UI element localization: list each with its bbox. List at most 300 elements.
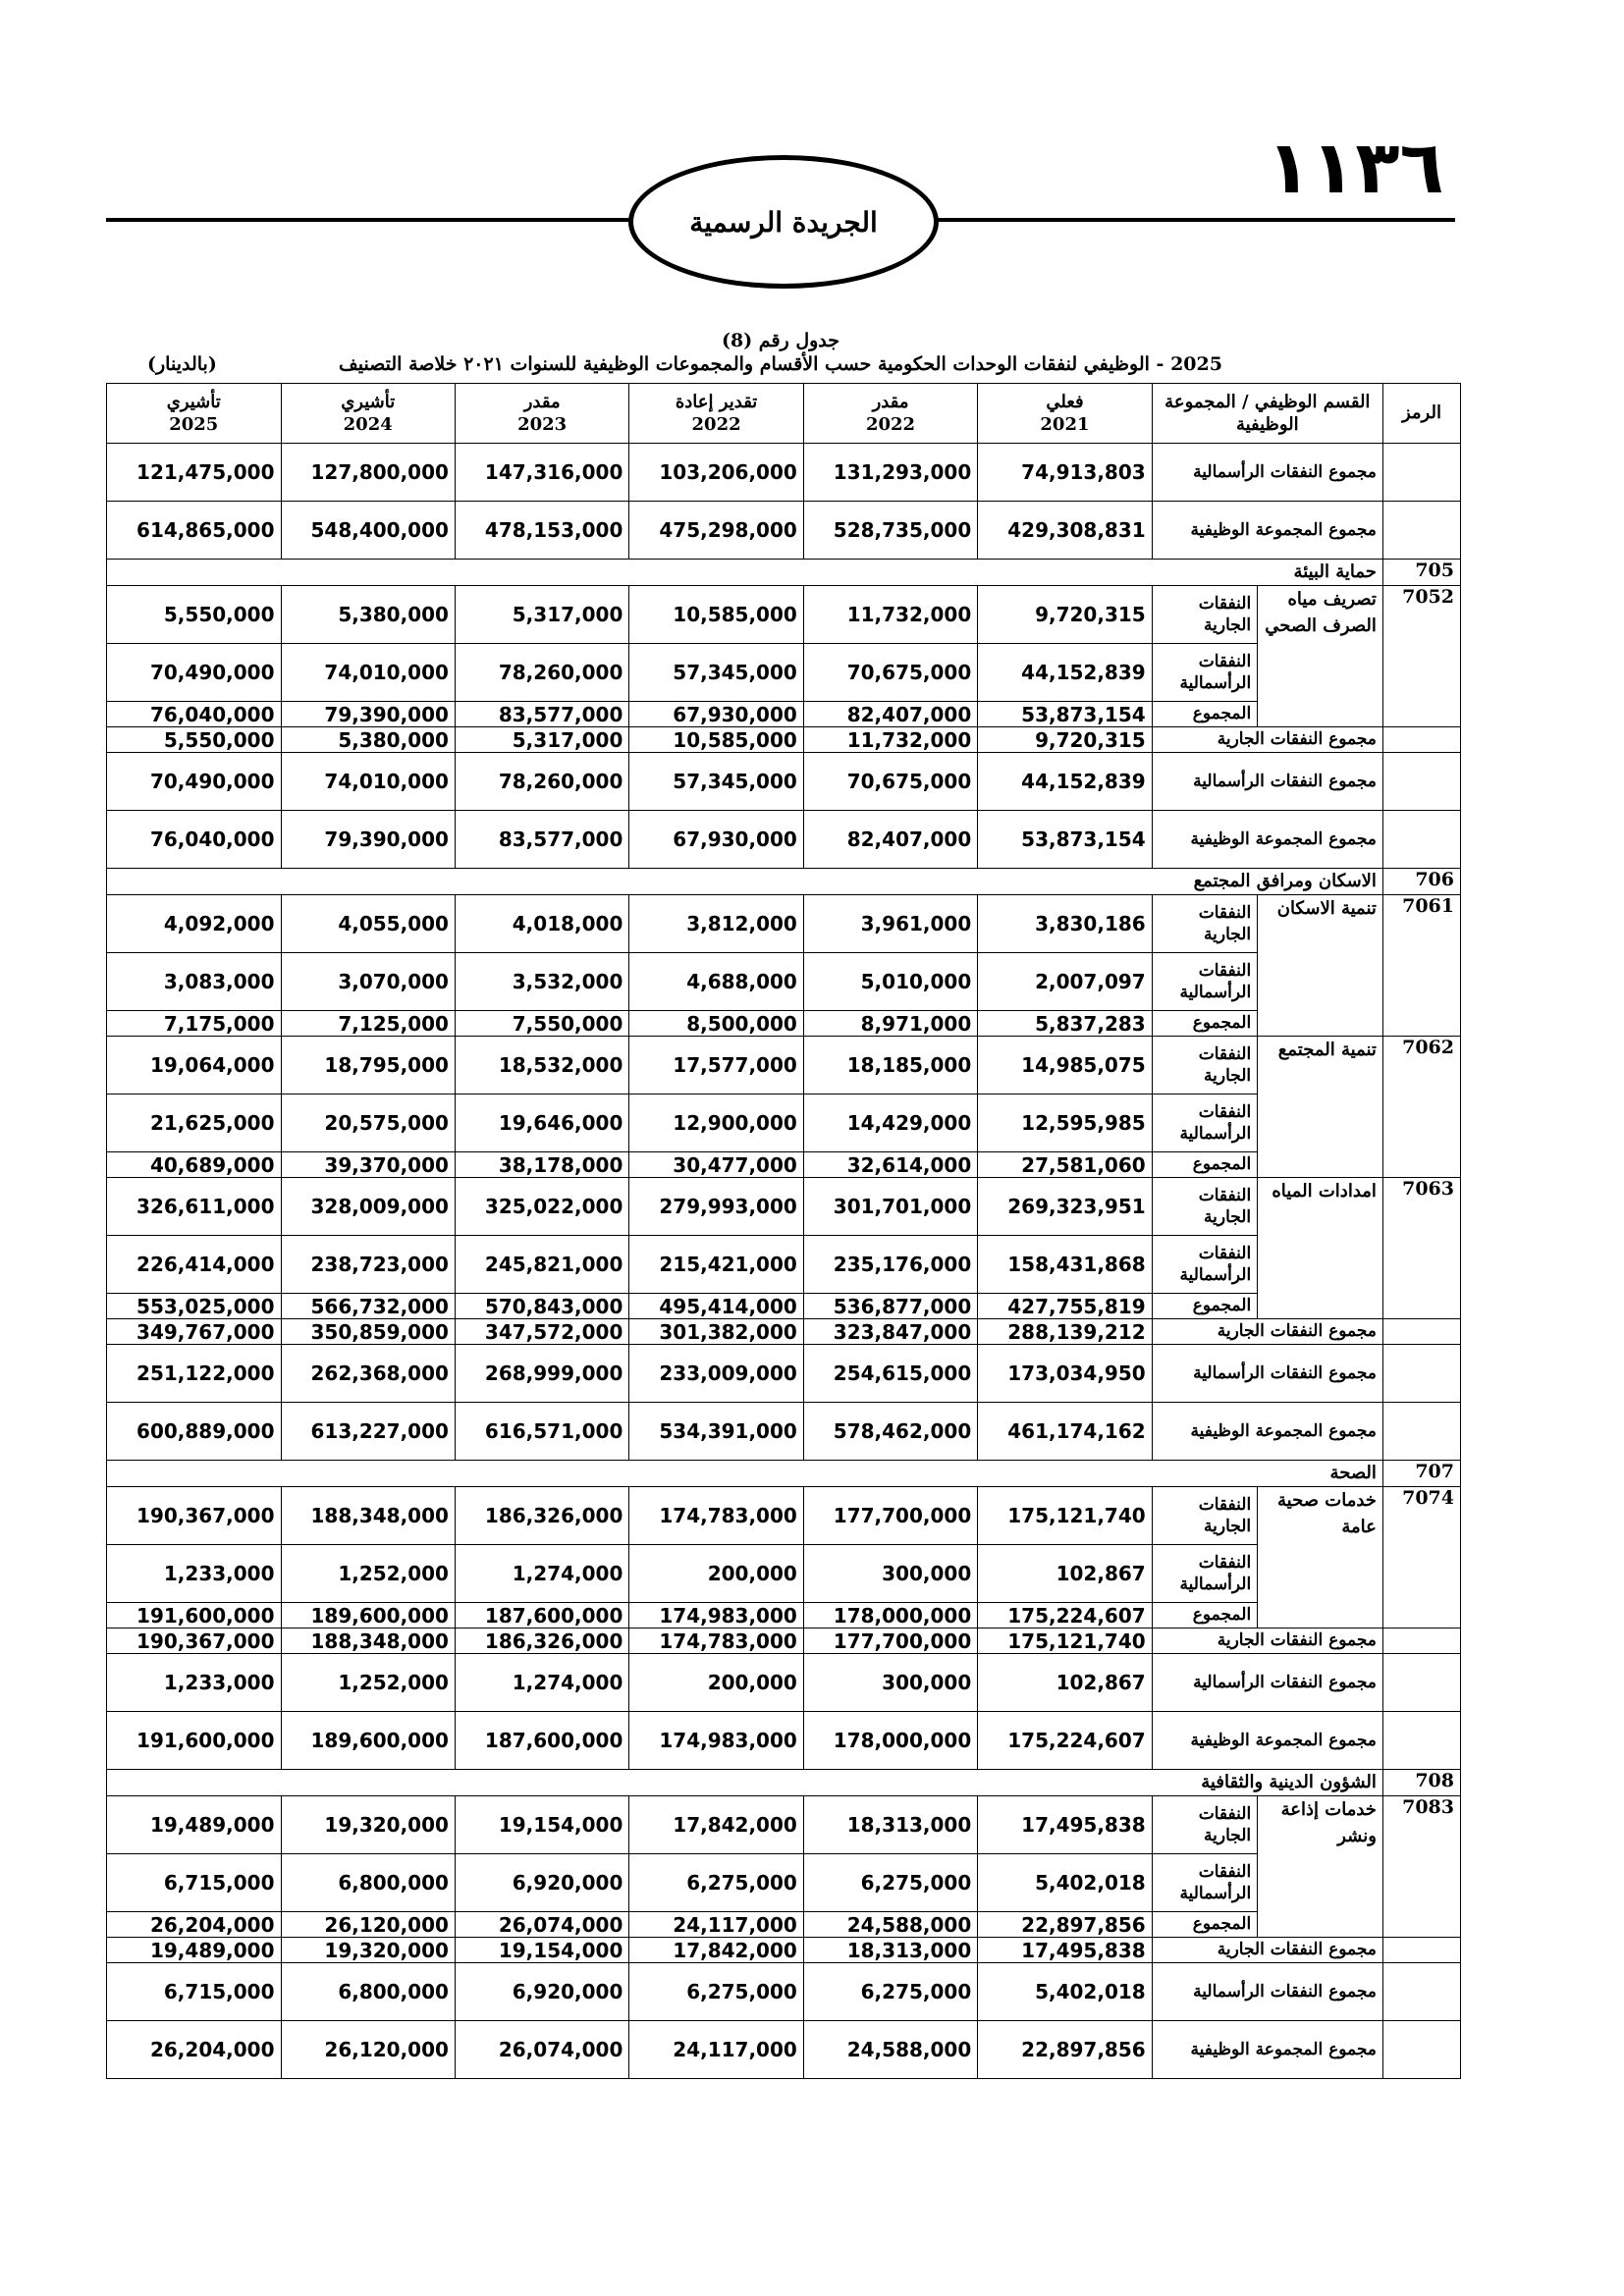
program-total-row-value: 189,600,000 [281,1603,455,1629]
program-capital-row [107,953,1461,1011]
section-current-sum-row-label: مجموع النفقات الجارية [1152,1319,1382,1345]
section-name: الشؤون الدينية والثقافية [107,1770,1383,1796]
header-code: الرمز [1382,384,1460,444]
section-capital-sum-row-value: 200,000 [629,1654,803,1712]
section-capital-sum-row-value: 78,260,000 [455,753,628,811]
program-current-row-value: 279,993,000 [629,1178,803,1236]
program-capital-row [107,644,1461,702]
program-current-row-label: النفقات الجارية [1152,895,1257,953]
code-cell-empty [1382,1963,1460,2021]
program-current-row-value: 175,121,740 [978,1487,1152,1545]
program-capital-row-label: النفقات الرأسمالية [1152,1854,1257,1912]
code-cell-empty [1382,811,1460,869]
section-row [107,869,1461,895]
code-cell-empty [1382,727,1460,753]
program-capital-row-value: 245,821,000 [455,1236,628,1294]
prelude-capital-sum-row-value: 127,800,000 [281,444,455,502]
program-total-row [107,702,1461,727]
section-current-sum-row-value: 19,320,000 [281,1938,455,1963]
program-capital-row-label: النفقات الرأسمالية [1152,1236,1257,1294]
program-capital-row-value: 6,275,000 [629,1854,803,1912]
program-total-row-value: 24,117,000 [629,1912,803,1938]
program-name: تنمية المجتمع [1258,1037,1383,1178]
section-capital-sum-row-value: 233,009,000 [629,1345,803,1403]
program-capital-row-value: 235,176,000 [803,1236,977,1294]
section-code: 706 [1382,869,1460,895]
section-current-sum-row-label: مجموع النفقات الجارية [1152,1629,1382,1654]
section-group-sum-row-value: 187,600,000 [455,1712,628,1770]
section-current-sum-row-value: 9,720,315 [978,727,1152,753]
section-capital-sum-row-value: 57,345,000 [629,753,803,811]
prelude-capital-sum-row-value: 121,475,000 [107,444,282,502]
program-current-row-value: 17,495,838 [978,1796,1152,1854]
section-current-sum-row-value: 5,550,000 [107,727,282,753]
section-capital-sum-row-value: 70,675,000 [803,753,977,811]
program-capital-row [107,1236,1461,1294]
section-group-sum-row-value: 67,930,000 [629,811,803,869]
section-group-sum-row-label: مجموع المجموعة الوظيفية [1152,1403,1382,1461]
program-total-row-label: المجموع [1152,1912,1257,1938]
program-capital-row-value: 1,252,000 [281,1545,455,1603]
program-capital-row-label: النفقات الرأسمالية [1152,644,1257,702]
section-capital-sum-row-value: 70,490,000 [107,753,282,811]
program-current-row-value: 328,009,000 [281,1178,455,1236]
program-total-row-value: 191,600,000 [107,1603,282,1629]
program-current-row [107,1487,1461,1545]
section-current-sum-row-value: 11,732,000 [803,727,977,753]
section-group-sum-row-value: 26,074,000 [455,2021,628,2079]
program-current-row-label: النفقات الجارية [1152,1178,1257,1236]
program-capital-row-value: 6,920,000 [455,1854,628,1912]
header-category: القسم الوظيفي / المجموعة الوظيفية [1152,384,1382,444]
section-group-sum-row-value: 76,040,000 [107,811,282,869]
section-capital-sum-row-value: 1,233,000 [107,1654,282,1712]
program-current-row-value: 4,055,000 [281,895,455,953]
program-total-row-value: 7,550,000 [455,1011,628,1037]
program-current-row-value: 17,842,000 [629,1796,803,1854]
program-total-row-value: 8,971,000 [803,1011,977,1037]
program-total-row [107,1912,1461,1938]
section-current-sum-row-label: مجموع النفقات الجارية [1152,727,1382,753]
program-current-row-value: 190,367,000 [107,1487,282,1545]
section-capital-sum-row-value: 44,152,839 [978,753,1152,811]
code-cell-empty [1382,1319,1460,1345]
section-capital-sum-row-value: 251,122,000 [107,1345,282,1403]
program-current-row-value: 3,812,000 [629,895,803,953]
program-current-row-value: 10,585,000 [629,586,803,644]
prelude-group-sum-row-value: 548,400,000 [281,502,455,560]
program-capital-row-value: 4,688,000 [629,953,803,1011]
program-current-row-value: 325,022,000 [455,1178,628,1236]
section-current-sum-row-value: 19,154,000 [455,1938,628,1963]
program-capital-row-value: 238,723,000 [281,1236,455,1294]
program-name: تنمية الاسكان [1258,895,1383,1037]
program-capital-row-value: 14,429,000 [803,1095,977,1152]
section-row [107,1461,1461,1487]
code-cell-empty [1382,444,1460,502]
program-capital-row-value: 300,000 [803,1545,977,1603]
prelude-capital-sum-row-value: 131,293,000 [803,444,977,502]
program-capital-row-value: 12,595,985 [978,1095,1152,1152]
section-current-sum-row-value: 349,767,000 [107,1319,282,1345]
section-current-sum-row-value: 5,317,000 [455,727,628,753]
program-capital-row-value: 1,233,000 [107,1545,282,1603]
program-current-row-value: 5,380,000 [281,586,455,644]
program-capital-row-value: 3,070,000 [281,953,455,1011]
program-name: خدمات إذاعة ونشر [1258,1796,1383,1938]
program-total-row-value: 30,477,000 [629,1152,803,1178]
program-code: 7063 [1382,1178,1460,1319]
section-capital-sum-row [107,1345,1461,1403]
program-total-row-value: 174,983,000 [629,1603,803,1629]
section-current-sum-row-value: 19,489,000 [107,1938,282,1963]
program-total-row [107,1294,1461,1319]
program-capital-row-value: 2,007,097 [978,953,1152,1011]
program-capital-row-value: 70,490,000 [107,644,282,702]
section-capital-sum-row-value: 6,275,000 [803,1963,977,2021]
section-current-sum-row-value: 188,348,000 [281,1629,455,1654]
section-capital-sum-row-value: 268,999,000 [455,1345,628,1403]
program-current-row-value: 18,532,000 [455,1037,628,1095]
section-code: 708 [1382,1770,1460,1796]
program-total-row-value: 67,930,000 [629,702,803,727]
program-current-row-value: 326,611,000 [107,1178,282,1236]
prelude-capital-sum-row-value: 103,206,000 [629,444,803,502]
program-current-row [107,1178,1461,1236]
program-total-row-value: 39,370,000 [281,1152,455,1178]
code-cell-empty [1382,1654,1460,1712]
program-capital-row-label: النفقات الرأسمالية [1152,953,1257,1011]
section-capital-sum-row-value: 6,800,000 [281,1963,455,2021]
program-current-row-value: 9,720,315 [978,586,1152,644]
program-total-row-value: 7,175,000 [107,1011,282,1037]
program-capital-row-value: 3,083,000 [107,953,282,1011]
section-group-sum-row-value: 24,117,000 [629,2021,803,2079]
program-capital-row-value: 158,431,868 [978,1236,1152,1294]
program-code: 7074 [1382,1487,1460,1629]
section-group-sum-row-value: 616,571,000 [455,1403,628,1461]
program-total-row-value: 26,120,000 [281,1912,455,1938]
section-current-sum-row-value: 190,367,000 [107,1629,282,1654]
section-group-sum-row-label: مجموع المجموعة الوظيفية [1152,1712,1382,1770]
prelude-group-sum-row [107,502,1461,560]
program-capital-row-value: 102,867 [978,1545,1152,1603]
program-current-row-label: النفقات الجارية [1152,586,1257,644]
prelude-group-sum-row-value: 478,153,000 [455,502,628,560]
program-total-row-value: 187,600,000 [455,1603,628,1629]
section-group-sum-row-value: 53,873,154 [978,811,1152,869]
program-total-row-value: 38,178,000 [455,1152,628,1178]
section-group-sum-row-label: مجموع المجموعة الوظيفية [1152,2021,1382,2079]
section-current-sum-row-value: 17,842,000 [629,1938,803,1963]
section-group-sum-row-value: 22,897,856 [978,2021,1152,2079]
program-current-row-value: 19,489,000 [107,1796,282,1854]
program-current-row-value: 14,985,075 [978,1037,1152,1095]
header-col-4: مقدر 2023 [455,384,628,444]
section-group-sum-row [107,1712,1461,1770]
program-capital-row-value: 3,532,000 [455,953,628,1011]
program-code: 7052 [1382,586,1460,727]
section-capital-sum-row-value: 254,615,000 [803,1345,977,1403]
section-capital-sum-row-value: 74,010,000 [281,753,455,811]
section-current-sum-row-value: 17,495,838 [978,1938,1152,1963]
program-capital-row [107,1545,1461,1603]
section-capital-sum-row [107,1963,1461,2021]
program-total-row-value: 76,040,000 [107,702,282,727]
program-current-row-value: 4,092,000 [107,895,282,953]
program-capital-row-value: 20,575,000 [281,1095,455,1152]
program-capital-row-value: 6,275,000 [803,1854,977,1912]
section-current-sum-row-value: 301,382,000 [629,1319,803,1345]
program-capital-row-label: النفقات الرأسمالية [1152,1095,1257,1152]
program-total-row-label: المجموع [1152,702,1257,727]
section-current-sum-row-value: 10,585,000 [629,727,803,753]
program-total-row-value: 24,588,000 [803,1912,977,1938]
section-code: 705 [1382,560,1460,586]
program-capital-row-value: 5,010,000 [803,953,977,1011]
program-capital-row-value: 74,010,000 [281,644,455,702]
section-group-sum-row-value: 613,227,000 [281,1403,455,1461]
program-code: 7083 [1382,1796,1460,1938]
program-capital-row-value: 19,646,000 [455,1095,628,1152]
section-group-sum-row [107,2021,1461,2079]
section-group-sum-row [107,811,1461,869]
program-total-row-value: 27,581,060 [978,1152,1152,1178]
code-cell-empty [1382,1712,1460,1770]
header-col-3: تقدير إعادة 2022 [629,384,803,444]
prelude-group-sum-row-value: 429,308,831 [978,502,1152,560]
section-current-sum-row-value: 288,139,212 [978,1319,1152,1345]
section-current-sum-row-label: مجموع النفقات الجارية [1152,1938,1382,1963]
program-current-row-value: 19,064,000 [107,1037,282,1095]
section-current-sum-row-value: 18,313,000 [803,1938,977,1963]
section-current-sum-row-value: 347,572,000 [455,1319,628,1345]
program-current-row-label: النفقات الجارية [1152,1487,1257,1545]
program-code: 7061 [1382,895,1460,1037]
header-row [107,384,1461,444]
program-total-row-value: 83,577,000 [455,702,628,727]
section-group-sum-row-value: 83,577,000 [455,811,628,869]
program-capital-row-value: 57,345,000 [629,644,803,702]
prelude-capital-sum-row-value: 147,316,000 [455,444,628,502]
program-total-row-label: المجموع [1152,1603,1257,1629]
header-col-6: تأشيري 2025 [107,384,282,444]
program-current-row-value: 17,577,000 [629,1037,803,1095]
program-current-row-value: 18,795,000 [281,1037,455,1095]
program-capital-row-label: النفقات الرأسمالية [1152,1545,1257,1603]
program-capital-row-value: 200,000 [629,1545,803,1603]
section-group-sum-row-value: 79,390,000 [281,811,455,869]
program-current-row-value: 301,701,000 [803,1178,977,1236]
prelude-capital-sum-row-value: 74,913,803 [978,444,1152,502]
section-name: حماية البيئة [107,560,1383,586]
section-current-sum-row-value: 5,380,000 [281,727,455,753]
program-total-row-value: 175,224,607 [978,1603,1152,1629]
section-group-sum-row-value: 600,889,000 [107,1403,282,1461]
section-group-sum-row-label: مجموع المجموعة الوظيفية [1152,811,1382,869]
section-capital-sum-row [107,753,1461,811]
section-capital-sum-row-value: 6,275,000 [629,1963,803,2021]
section-capital-sum-row [107,1654,1461,1712]
section-current-sum-row-value: 186,326,000 [455,1629,628,1654]
program-capital-row-value: 215,421,000 [629,1236,803,1294]
program-capital-row-value: 6,715,000 [107,1854,282,1912]
section-current-sum-row [107,1319,1461,1345]
section-group-sum-row-value: 82,407,000 [803,811,977,869]
program-current-row-value: 174,783,000 [629,1487,803,1545]
program-capital-row-value: 21,625,000 [107,1095,282,1152]
section-current-sum-row-value: 174,783,000 [629,1629,803,1654]
section-group-sum-row-value: 175,224,607 [978,1712,1152,1770]
section-row [107,560,1461,586]
section-group-sum-row-value: 178,000,000 [803,1712,977,1770]
program-current-row-value: 3,961,000 [803,895,977,953]
masthead-oval [628,155,939,289]
program-total-row-label: المجموع [1152,1152,1257,1178]
program-current-row [107,895,1461,953]
prelude-capital-sum-row-label: مجموع النفقات الرأسمالية [1152,444,1382,502]
program-total-row-value: 536,877,000 [803,1294,977,1319]
classification-table [106,383,1461,2079]
program-total-row-label: المجموع [1152,1294,1257,1319]
program-total-row-value: 5,837,283 [978,1011,1152,1037]
program-current-row-value: 269,323,951 [978,1178,1152,1236]
section-group-sum-row-value: 189,600,000 [281,1712,455,1770]
prelude-group-sum-row-value: 528,735,000 [803,502,977,560]
program-total-row-value: 26,074,000 [455,1912,628,1938]
table-number: جدول رقم (8) [721,330,840,351]
program-capital-row-value: 78,260,000 [455,644,628,702]
section-capital-sum-row-value: 262,368,000 [281,1345,455,1403]
program-current-row-value: 188,348,000 [281,1487,455,1545]
program-total-row [107,1152,1461,1178]
program-current-row-value: 18,185,000 [803,1037,977,1095]
program-total-row-value: 553,025,000 [107,1294,282,1319]
code-cell-empty [1382,2021,1460,2079]
section-group-sum-row-value: 26,120,000 [281,2021,455,2079]
section-name: الصحة [107,1461,1383,1487]
program-current-row-value: 3,830,186 [978,895,1152,953]
section-group-sum-row [107,1403,1461,1461]
program-capital-row-value: 226,414,000 [107,1236,282,1294]
code-cell-empty [1382,1345,1460,1403]
section-current-sum-row-value: 175,121,740 [978,1629,1152,1654]
program-name: امدادات المياه [1258,1178,1383,1319]
section-capital-sum-row-value: 300,000 [803,1654,977,1712]
program-capital-row-value: 44,152,839 [978,644,1152,702]
section-current-sum-row [107,727,1461,753]
program-total-row-value: 40,689,000 [107,1152,282,1178]
program-total-row [107,1603,1461,1629]
section-group-sum-row-value: 26,204,000 [107,2021,282,2079]
program-current-row-value: 5,317,000 [455,586,628,644]
section-current-sum-row [107,1938,1461,1963]
program-capital-row [107,1095,1461,1152]
table-title: 2025 - الوظيفي لنفقات الوحدات الحكومية حسب الأقسام والمجموعات الوظيفية للسنوات ٢٠٢١ خلاصة التصنيف [339,353,1222,375]
page-number: ١١٣٦ [1267,126,1444,210]
section-group-sum-row-value: 174,983,000 [629,1712,803,1770]
program-total-row-value: 22,897,856 [978,1912,1152,1938]
section-group-sum-row-value: 191,600,000 [107,1712,282,1770]
prelude-group-sum-row-value: 475,298,000 [629,502,803,560]
section-group-sum-row-value: 534,391,000 [629,1403,803,1461]
code-cell-empty [1382,1403,1460,1461]
section-capital-sum-row-label: مجموع النفقات الرأسمالية [1152,1654,1382,1712]
program-current-row [107,586,1461,644]
section-capital-sum-row-value: 6,715,000 [107,1963,282,2021]
program-capital-row-value: 1,274,000 [455,1545,628,1603]
section-name: الاسكان ومرافق المجتمع [107,869,1383,895]
program-total-row-value: 26,204,000 [107,1912,282,1938]
program-current-row-label: النفقات الجارية [1152,1796,1257,1854]
program-code: 7062 [1382,1037,1460,1178]
program-total-row-value: 178,000,000 [803,1603,977,1629]
code-cell-empty [1382,1629,1460,1654]
program-current-row-value: 5,550,000 [107,586,282,644]
program-total-row-value: 32,614,000 [803,1152,977,1178]
program-total-row-value: 570,843,000 [455,1294,628,1319]
code-cell-empty [1382,1938,1460,1963]
program-name: خدمات صحية عامة [1258,1487,1383,1629]
section-capital-sum-row-value: 173,034,950 [978,1345,1152,1403]
header-col-2: مقدر 2022 [803,384,977,444]
program-current-row-value: 19,154,000 [455,1796,628,1854]
section-capital-sum-row-value: 1,252,000 [281,1654,455,1712]
section-current-sum-row-value: 323,847,000 [803,1319,977,1345]
code-cell-empty [1382,502,1460,560]
prelude-group-sum-row-value: 614,865,000 [107,502,282,560]
program-capital-row-value: 70,675,000 [803,644,977,702]
program-capital-row [107,1854,1461,1912]
program-name: تصريف مياه الصرف الصحي [1258,586,1383,727]
program-total-row-value: 427,755,819 [978,1294,1152,1319]
program-current-row [107,1037,1461,1095]
program-current-row-value: 11,732,000 [803,586,977,644]
table-body [107,444,1461,2079]
program-current-row-value: 19,320,000 [281,1796,455,1854]
program-current-row-label: النفقات الجارية [1152,1037,1257,1095]
section-capital-sum-row-value: 6,920,000 [455,1963,628,2021]
program-total-row-value: 7,125,000 [281,1011,455,1037]
masthead-title: الجريدة الرسمية [689,205,878,239]
program-current-row-value: 177,700,000 [803,1487,977,1545]
section-current-sum-row-value: 350,859,000 [281,1319,455,1345]
section-capital-sum-row-value: 5,402,018 [978,1963,1152,2021]
section-capital-sum-row-label: مجموع النفقات الرأسمالية [1152,753,1382,811]
program-current-row-value: 186,326,000 [455,1487,628,1545]
currency-unit: (بالدينار) [147,353,217,375]
program-total-row-value: 53,873,154 [978,702,1152,727]
prelude-group-sum-row-label: مجموع المجموعة الوظيفية [1152,502,1382,560]
section-current-sum-row-value: 177,700,000 [803,1629,977,1654]
section-group-sum-row-value: 461,174,162 [978,1403,1152,1461]
code-cell-empty [1382,753,1460,811]
program-total-row-value: 495,414,000 [629,1294,803,1319]
program-total-row-label: المجموع [1152,1011,1257,1037]
section-row [107,1770,1461,1796]
section-capital-sum-row-value: 1,274,000 [455,1654,628,1712]
program-total-row-value: 8,500,000 [629,1011,803,1037]
program-total-row-value: 82,407,000 [803,702,977,727]
section-capital-sum-row-label: مجموع النفقات الرأسمالية [1152,1345,1382,1403]
section-code: 707 [1382,1461,1460,1487]
header-col-1: فعلي 2021 [978,384,1152,444]
program-current-row-value: 18,313,000 [803,1796,977,1854]
section-group-sum-row-value: 578,462,000 [803,1403,977,1461]
program-capital-row-value: 5,402,018 [978,1854,1152,1912]
program-current-row [107,1796,1461,1854]
program-total-row-value: 79,390,000 [281,702,455,727]
